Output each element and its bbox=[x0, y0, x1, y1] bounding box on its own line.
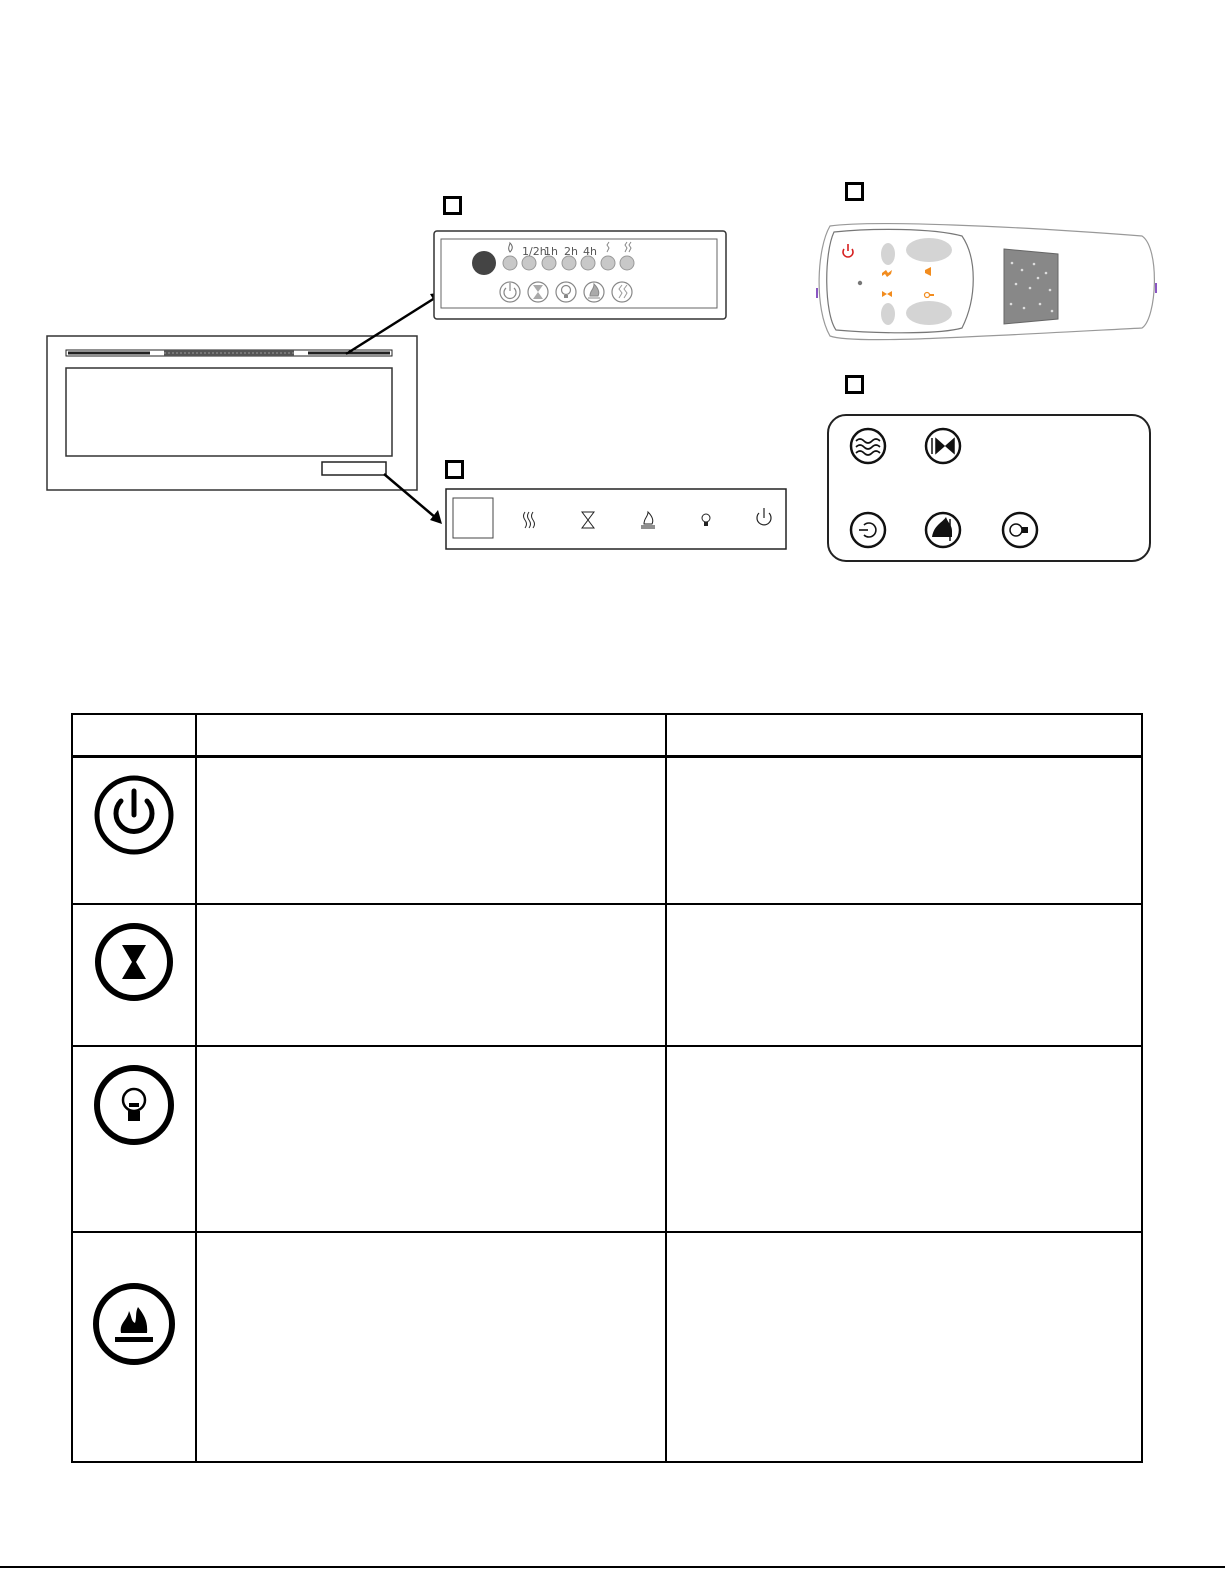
row-3-description bbox=[666, 1046, 1142, 1232]
flame-icon bbox=[73, 1281, 195, 1367]
row-2-function bbox=[196, 904, 666, 1046]
table-row bbox=[72, 757, 1142, 904]
remote-control bbox=[812, 218, 1162, 346]
bottom-control-strip bbox=[445, 488, 787, 552]
row-1-function bbox=[196, 757, 666, 904]
hourglass-timer-icon bbox=[73, 921, 195, 1003]
row-3-function bbox=[196, 1046, 666, 1232]
touch-control-panel bbox=[826, 413, 1154, 565]
timer-label-4h: 4h bbox=[583, 245, 597, 258]
checkbox-bottom-panel[interactable] bbox=[445, 460, 464, 479]
row-1-description bbox=[666, 757, 1142, 904]
table-header-row bbox=[72, 714, 1142, 757]
top-control-panel bbox=[433, 230, 729, 322]
row-4-description bbox=[666, 1232, 1142, 1462]
header-function bbox=[196, 714, 666, 757]
controls-table bbox=[71, 713, 1143, 1463]
row-2-description bbox=[666, 904, 1142, 1046]
timer-label-half: 1/2h bbox=[522, 245, 547, 258]
timer-label-2h: 2h bbox=[564, 245, 578, 258]
header-icon bbox=[72, 714, 196, 757]
table-row bbox=[72, 904, 1142, 1046]
light-bulb-icon bbox=[73, 1063, 195, 1147]
power-icon bbox=[73, 774, 195, 856]
checkbox-touch-panel[interactable] bbox=[845, 375, 864, 394]
header-description bbox=[666, 714, 1142, 757]
checkbox-remote[interactable] bbox=[845, 182, 864, 201]
timer-label-1h: 1h bbox=[544, 245, 558, 258]
table-row bbox=[72, 1232, 1142, 1462]
table-row bbox=[72, 1046, 1142, 1232]
row-4-function bbox=[196, 1232, 666, 1462]
arrow-to-bottom-panel bbox=[380, 470, 450, 528]
checkbox-top-panel[interactable] bbox=[443, 196, 462, 215]
bottom-rule bbox=[0, 1566, 1225, 1568]
